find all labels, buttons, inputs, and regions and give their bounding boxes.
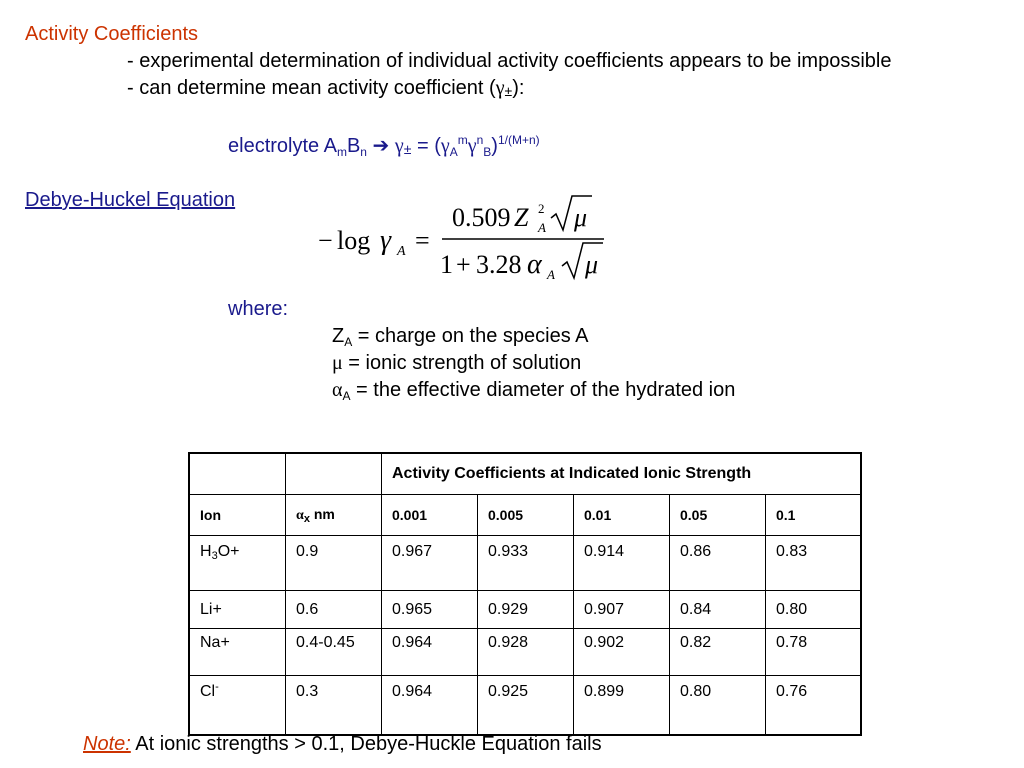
gamma-A-sub: A: [449, 145, 458, 159]
eq-den-mu: μ: [585, 250, 599, 279]
header-strength: 0.01: [574, 495, 670, 536]
table-cell-empty: [189, 453, 286, 495]
pm-symbol: ±: [403, 141, 412, 157]
table-row: [189, 676, 861, 736]
exponent: 1/(M+n): [497, 133, 540, 147]
activity-coefficients-table: [188, 452, 862, 736]
alpha-cell: 0.3: [286, 676, 382, 736]
bullet-close: ):: [512, 77, 525, 99]
value-cell: 0.929: [478, 591, 574, 629]
gamma-B-sub: B: [483, 145, 492, 159]
header-strength: 0.005: [478, 495, 574, 536]
value-cell: 0.907: [574, 591, 670, 629]
def-Z-text: = charge on the species A: [352, 325, 589, 347]
value-cell: 0.76: [766, 676, 862, 736]
electrolyte-B: B: [346, 135, 361, 157]
header-alpha-sub: x: [303, 513, 310, 525]
eq-log: log: [337, 226, 371, 255]
electrolyte-m-sub: m: [336, 145, 347, 159]
arrow-icon: ➔: [372, 135, 390, 157]
pm-symbol: ±: [504, 83, 513, 99]
gamma-symbol: γ: [394, 135, 404, 157]
definition-alpha: [332, 379, 736, 403]
ion-name: H: [200, 543, 212, 560]
table-row: [189, 591, 861, 629]
ion-sup: -: [215, 681, 219, 693]
eq-gamma-sub: A: [397, 244, 406, 259]
debye-huckel-link[interactable]: Debye-Huckel Equation: [25, 189, 236, 211]
def-alpha-sym: α: [332, 379, 343, 401]
value-cell: 0.928: [478, 629, 574, 676]
eq-num-coef: 0.509: [452, 203, 511, 232]
ion-cell: Na+: [189, 629, 286, 676]
table-cell-empty: [286, 453, 382, 495]
def-Z-sub: A: [344, 335, 353, 349]
ion-cell: Li+: [189, 591, 286, 629]
eq-gamma: γ: [380, 225, 392, 256]
table-header-row: [189, 495, 861, 536]
value-cell: 0.84: [670, 591, 766, 629]
ion-cell: [189, 536, 286, 591]
eq-neg: −: [318, 226, 333, 255]
page-title: Activity Coefficients: [25, 23, 199, 45]
table-super-header-row: [189, 453, 861, 495]
ion-rest: O+: [217, 543, 240, 560]
value-cell: 0.80: [766, 591, 862, 629]
eq-num-Z-sup: 2: [538, 201, 545, 216]
table-row: [189, 629, 861, 676]
definition-Z: [332, 325, 589, 349]
note-label: Note:: [83, 733, 131, 755]
eq-den-coef: 3.28: [476, 250, 522, 279]
gamma-symbol: γ: [467, 135, 477, 157]
alpha-cell: 0.4-0.45: [286, 629, 382, 676]
def-mu-text: = ionic strength of solution: [342, 352, 582, 374]
header-alpha: [286, 495, 382, 536]
def-alpha-sub: A: [342, 389, 351, 403]
eq-equals: =: [415, 226, 430, 255]
value-cell: 0.902: [574, 629, 670, 676]
table-row: [189, 536, 861, 591]
value-cell: 0.964: [382, 676, 478, 736]
gamma-m-sup: m: [457, 133, 468, 147]
value-cell: 0.86: [670, 536, 766, 591]
electrolyte-n-sub: n: [360, 145, 367, 159]
alpha-cell: 0.6: [286, 591, 382, 629]
ion-cell: [189, 676, 286, 736]
note-line: [83, 734, 602, 754]
ion-sub: 3: [211, 550, 218, 562]
ion-name: Cl: [200, 683, 216, 700]
header-ion: Ion: [189, 495, 286, 536]
where-label: where:: [228, 298, 289, 320]
eq-num-Z-sub: A: [538, 220, 546, 235]
value-cell: 0.967: [382, 536, 478, 591]
gamma-n-sup: n: [476, 133, 484, 147]
header-strength: 0.001: [382, 495, 478, 536]
value-cell: 0.82: [670, 629, 766, 676]
value-cell: 0.914: [574, 536, 670, 591]
value-cell: 0.83: [766, 536, 862, 591]
value-cell: 0.925: [478, 676, 574, 736]
header-alpha-sym: α: [296, 508, 304, 523]
header-strength: 0.1: [766, 495, 862, 536]
eq-num-Z: Z: [514, 203, 529, 232]
eq-close: ): [491, 135, 498, 157]
eq-den-plus: +: [456, 250, 471, 279]
value-cell: 0.78: [766, 629, 862, 676]
value-cell: 0.80: [670, 676, 766, 736]
value-cell: 0.933: [478, 536, 574, 591]
def-alpha-text: = the effective diameter of the hydrated ion: [350, 379, 736, 401]
gamma-symbol: γ: [495, 77, 505, 99]
eq-den-alpha-sub: A: [547, 267, 555, 282]
note-text: At ionic strengths > 0.1, Debye-Huckle Equation fails: [130, 733, 602, 755]
electrolyte-label: electrolyte A: [228, 135, 337, 157]
value-cell: 0.964: [382, 629, 478, 676]
gamma-symbol: γ: [440, 135, 450, 157]
header-strength: 0.05: [670, 495, 766, 536]
value-cell: 0.965: [382, 591, 478, 629]
eq-open: = (: [411, 135, 441, 157]
header-alpha-unit: nm: [309, 506, 335, 522]
bullet-mean-text: - can determine mean activity coefficient (: [127, 77, 496, 99]
eq-den-alpha: α: [527, 249, 542, 280]
def-mu-sym: μ: [332, 352, 343, 374]
bullet-experimental: - experimental determination of individual activity coefficients appears to be impossible: [127, 50, 892, 72]
alpha-cell: 0.9: [286, 536, 382, 591]
eq-den-one: 1: [440, 250, 453, 279]
value-cell: 0.899: [574, 676, 670, 736]
table-super-header: Activity Coefficients at Indicated Ionic Strength: [382, 453, 862, 495]
debye-huckel-equation: [0, 0, 1024, 300]
eq-num-mu: μ: [574, 203, 588, 232]
def-Z-sym: Z: [332, 325, 345, 347]
definition-mu: [332, 353, 581, 373]
